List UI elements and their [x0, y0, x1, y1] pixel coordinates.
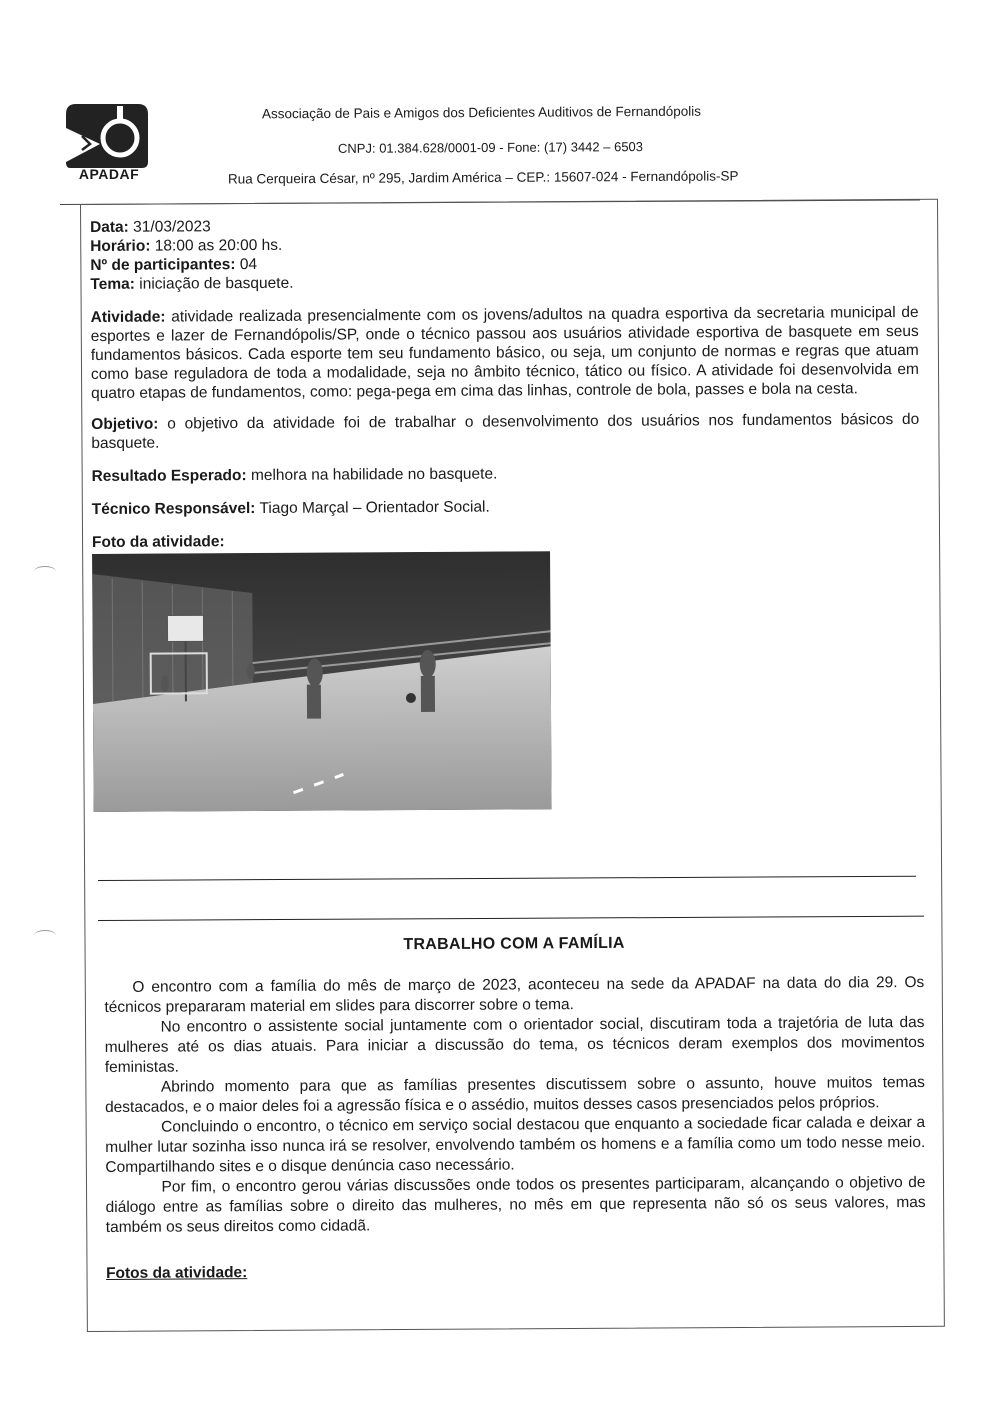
theme-label: Tema:	[90, 275, 135, 293]
basketball-court-photo-icon	[92, 551, 552, 812]
family-paragraph-2: No encontro o assistente social juntamente com o orientador social, discutiram toda a trajetória de luta das mulheres até os dias atuais. Para iniciar a discussão do tema, os técnicos deram exemplos dos movimentos feministas.	[104, 1013, 925, 1076]
tech-text: Tiago Marçal – Orientador Social.	[259, 498, 490, 517]
objective-text: o objetivo da atividade foi de trabalhar o desenvolvimento dos usuários nos fundamentos básicos do basquete.	[91, 410, 920, 452]
time-value: 18:00 as 20:00 hs.	[154, 236, 283, 255]
participants-value: 04	[239, 255, 258, 274]
logo-text: APADAF	[78, 166, 140, 182]
objective-paragraph	[91, 410, 919, 453]
photo-label: Foto da atividade:	[91, 533, 225, 551]
address-line: Rua Cerqueira César, nº 295, Jardim América – CEP.: 15607-024 - Fernandópolis-SP	[227, 168, 739, 187]
expected-text: melhora na habilidade no basquete.	[250, 465, 498, 485]
scan-mark	[34, 930, 56, 941]
cnpj-line: CNPJ: 01.384.628/0001-09 - Fone: (17) 3442 – 6503	[337, 139, 644, 156]
date-value: 31/03/2023	[133, 218, 211, 236]
activity-paragraph	[91, 303, 920, 403]
ear-logo-icon	[60, 100, 152, 170]
activity-text: atividade realizada presencialmente com os jovens/adultos na quadra esportiva da secretaria municipal de esportes e lazer de Fernandópolis/SP, onde o técnico passou aos usuários atividade esportiva de basquete em seus fundamentos básicos. Cada esporte tem seu fundamento básico, ou seja, um conjunto de normas e regras que atuam como base reguladora de toda a modalidade, seja no âmbito técnico, tático ou físico. A atividade foi desenvolvida em quatro etapas de fundamentos, como: pega-pega em cima das linhas, controle de bola, passes e bola na cesta.	[90, 303, 919, 402]
date-label: Data:	[90, 218, 129, 236]
activity-photo	[92, 551, 552, 812]
time-label: Horário:	[90, 237, 151, 255]
family-paragraph-4: Concluindo o encontro, o técnico em serviço social destacou que enquanto a sociedade ficar calada e deixar a mulher lutar sozinha isso nunca irá se resolver, envolvendo também os homens e a família como um todo nesse meio. Compartilhando sites e o disque denúncia caso necessário.	[105, 1113, 926, 1176]
objective-label: Objetivo:	[91, 415, 159, 433]
family-title: TRABALHO COM A FAMÍLIA	[403, 934, 625, 954]
theme-value: iniciação de basquete.	[139, 274, 294, 293]
report-content	[90, 213, 922, 812]
family-paragraph-5: Por fim, o encontro gerou várias discussões onde todos os presentes participaram, alcançando o objetivo de diálogo entre as famílias sobre o direito das mulheres, no mês em que representa não só os seus valores, mas também os seus direitos como cidadã.	[105, 1173, 926, 1236]
tech-label: Técnico Responsável:	[91, 499, 256, 518]
org-name: Associação de Pais e Amigos dos Deficientes Auditivos de Fernandópolis	[261, 103, 702, 122]
scan-mark	[34, 566, 56, 577]
family-paragraph-1: O encontro com a família do mês de março de 2023, aconteceu na sede da APADAF na data do dia 29. Os técnicos prepararam material em slides para discorrer sobre o tema.	[104, 973, 925, 1016]
family-section	[104, 933, 926, 1284]
photo-caption	[92, 528, 920, 552]
expected-label: Resultado Esperado:	[91, 467, 247, 485]
family-paragraph-3: Abrindo momento para que as famílias presentes discutissem sobre o assunto, houve muitos temas destacados, e o maior deles foi a agressão física e o assédio, muitos desses casos presenciados pelos próprios.	[104, 1073, 925, 1116]
participants-label: Nº de participantes:	[90, 256, 236, 274]
activity-label: Atividade:	[90, 308, 166, 326]
family-photos-label: Fotos da atividade:	[105, 1264, 248, 1282]
